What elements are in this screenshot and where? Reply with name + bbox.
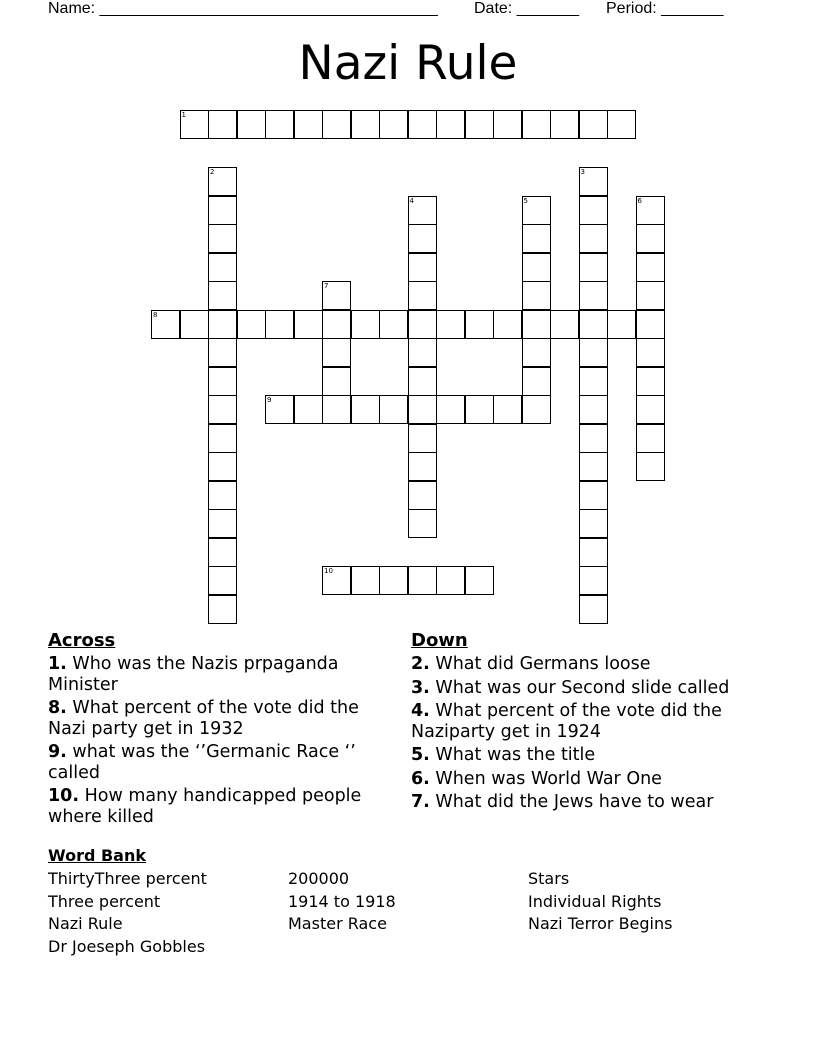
clue-number-label: 2 <box>210 168 215 176</box>
grid-cell[interactable] <box>636 338 665 367</box>
grid-cell[interactable] <box>636 395 665 424</box>
grid-cell[interactable] <box>436 566 465 595</box>
grid-cell[interactable] <box>408 424 437 453</box>
grid-cell[interactable] <box>522 224 551 253</box>
grid-cell[interactable] <box>208 196 237 225</box>
grid-cell[interactable] <box>636 196 665 225</box>
clue-number-label: 7 <box>324 282 329 290</box>
grid-cell[interactable] <box>579 481 608 510</box>
clue-number: 5. <box>411 745 430 765</box>
clue-text: What was the title <box>435 745 596 765</box>
grid-cell[interactable] <box>294 310 323 339</box>
clue-text: How many handicapped people where killed <box>48 786 362 827</box>
word-bank-item: ThirtyThree percent <box>48 869 207 888</box>
clue-number-label: 5 <box>523 196 528 205</box>
grid-cell[interactable] <box>351 110 380 139</box>
grid-cell[interactable] <box>550 110 579 139</box>
grid-cell[interactable] <box>607 110 636 139</box>
grid-cell[interactable] <box>408 452 437 481</box>
grid-cell[interactable] <box>522 395 551 424</box>
word-bank-item: Individual Rights <box>528 892 662 911</box>
clue-text: When was World War One <box>435 768 662 789</box>
grid-cell[interactable] <box>408 224 437 253</box>
clue-number-label: 1 <box>181 111 186 119</box>
grid-cell[interactable] <box>208 452 237 481</box>
word-bank-item: Dr Joeseph Gobbles <box>48 937 206 956</box>
grid-cell[interactable] <box>465 110 494 139</box>
grid-cell[interactable] <box>465 395 494 424</box>
grid-cell[interactable] <box>408 281 437 310</box>
grid-cell[interactable] <box>408 338 437 367</box>
grid-cell[interactable] <box>636 310 665 339</box>
down-heading: Down <box>411 630 468 651</box>
grid-cell[interactable] <box>408 310 437 339</box>
grid-cell[interactable] <box>351 395 380 424</box>
clue-number: 10. <box>48 786 80 806</box>
grid-cell[interactable] <box>208 509 237 538</box>
clue-text: What was our Second slide called <box>435 677 730 698</box>
grid-cell[interactable] <box>579 196 608 225</box>
grid-cell[interactable] <box>208 424 237 453</box>
clue-down-4 <box>411 701 771 742</box>
grid-cell[interactable] <box>379 310 408 339</box>
grid-cell[interactable] <box>294 110 323 139</box>
grid-cell[interactable] <box>237 310 266 339</box>
grid-cell[interactable] <box>408 395 437 424</box>
clue-text: what was the ‘’Germanic Race ‘’ called <box>48 742 356 783</box>
grid-cell[interactable] <box>579 395 608 424</box>
grid-cell[interactable] <box>408 509 437 538</box>
clue-down-7 <box>411 792 771 813</box>
grid-cell[interactable] <box>322 281 351 310</box>
clue-number-label: 8 <box>153 310 158 319</box>
clue-number-label: 4 <box>409 196 414 205</box>
grid-cell[interactable] <box>579 167 608 196</box>
grid-cell[interactable] <box>579 367 608 396</box>
clue-down-5 <box>411 745 771 766</box>
clue-down-2 <box>411 654 771 675</box>
grid-cell[interactable] <box>522 310 551 339</box>
grid-cell[interactable] <box>607 310 636 339</box>
grid-cell[interactable] <box>237 110 266 139</box>
grid-cell[interactable] <box>636 452 665 481</box>
grid-cell[interactable] <box>322 367 351 396</box>
page-title: Nazi Rule <box>298 36 518 91</box>
grid-cell[interactable] <box>465 566 494 595</box>
grid-cell[interactable] <box>408 481 437 510</box>
word-bank-heading: Word Bank <box>48 846 147 865</box>
grid-cell[interactable] <box>522 338 551 367</box>
grid-cell[interactable] <box>208 281 237 310</box>
grid-cell[interactable] <box>493 310 522 339</box>
grid-cell[interactable] <box>208 395 237 424</box>
grid-cell[interactable] <box>351 566 380 595</box>
grid-cell[interactable] <box>379 566 408 595</box>
grid-cell[interactable] <box>579 253 608 282</box>
grid-cell[interactable] <box>379 395 408 424</box>
student-info-header <box>48 0 768 20</box>
clue-number: 4. <box>411 701 430 721</box>
grid-cell[interactable] <box>522 196 551 225</box>
word-bank-item: Nazi Rule <box>48 914 123 933</box>
clue-across-9 <box>48 742 393 783</box>
grid-cell[interactable] <box>579 110 608 139</box>
grid-cell[interactable] <box>522 253 551 282</box>
clue-number: 3. <box>411 677 430 698</box>
grid-cell[interactable] <box>322 395 351 424</box>
grid-cell[interactable] <box>208 566 237 595</box>
grid-cell[interactable] <box>579 452 608 481</box>
grid-cell[interactable] <box>408 110 437 139</box>
grid-cell[interactable] <box>550 310 579 339</box>
grid-cell[interactable] <box>408 566 437 595</box>
grid-cell[interactable] <box>208 110 237 139</box>
grid-cell[interactable] <box>408 196 437 225</box>
word-bank-item: 1914 to 1918 <box>288 892 396 911</box>
grid-cell[interactable] <box>208 253 237 282</box>
grid-cell[interactable] <box>294 395 323 424</box>
grid-cell[interactable] <box>579 424 608 453</box>
clue-number: 6. <box>411 768 430 789</box>
grid-cell[interactable] <box>579 310 608 339</box>
grid-cell[interactable] <box>265 395 294 424</box>
grid-cell[interactable] <box>579 509 608 538</box>
grid-cell[interactable] <box>436 110 465 139</box>
clue-across-1 <box>48 654 393 695</box>
clue-number: 1. <box>48 654 67 674</box>
clue-across-8 <box>48 698 393 739</box>
clue-text: What did Germans loose <box>435 654 651 674</box>
clue-number: 7. <box>411 792 430 812</box>
grid-cell[interactable] <box>579 595 608 624</box>
grid-cell[interactable] <box>436 395 465 424</box>
grid-cell[interactable] <box>322 338 351 367</box>
clue-down-3 <box>411 678 771 699</box>
grid-cell[interactable] <box>636 253 665 282</box>
grid-cell[interactable] <box>208 595 237 624</box>
across-heading: Across <box>48 630 116 651</box>
word-bank-item: Nazi Terror Begins <box>528 914 673 933</box>
grid-cell[interactable] <box>208 310 237 339</box>
grid-cell[interactable] <box>208 338 237 367</box>
clue-number-label: 6 <box>637 196 642 205</box>
clue-number-label: 9 <box>267 396 272 404</box>
grid-cell[interactable] <box>579 281 608 310</box>
grid-cell[interactable] <box>522 367 551 396</box>
grid-cell[interactable] <box>322 110 351 139</box>
grid-cell[interactable] <box>465 310 494 339</box>
grid-cell[interactable] <box>436 310 465 339</box>
clue-number-label: 3 <box>580 168 585 176</box>
word-bank-item: Stars <box>528 869 570 888</box>
grid-cell[interactable] <box>180 110 209 139</box>
grid-cell[interactable] <box>493 110 522 139</box>
grid-cell[interactable] <box>208 481 237 510</box>
clue-number: 2. <box>411 654 430 674</box>
grid-cell[interactable] <box>322 566 351 595</box>
grid-cell[interactable] <box>322 310 351 339</box>
clue-text: What percent of the vote did the Naziparty get in 1924 <box>411 701 722 742</box>
word-bank-item: Master Race <box>288 914 387 933</box>
clue-down-6 <box>411 769 771 790</box>
clue-text: Who was the Nazis prpaganda Minister <box>48 654 339 695</box>
grid-cell[interactable] <box>151 310 180 339</box>
name-field[interactable]: Name: ______________________________________ <box>48 0 438 17</box>
down-clues <box>411 630 771 816</box>
grid-cell[interactable] <box>180 310 209 339</box>
clue-text: What did the Jews have to wear <box>435 792 714 812</box>
clue-text: What percent of the vote did the Nazi party get in 1932 <box>48 698 359 739</box>
grid-cell[interactable] <box>208 367 237 396</box>
period-field[interactable]: Period: _______ <box>606 0 724 17</box>
grid-cell[interactable] <box>408 253 437 282</box>
grid-cell[interactable] <box>351 310 380 339</box>
across-clues <box>48 630 393 830</box>
date-field[interactable]: Date: _______ <box>474 0 579 17</box>
grid-cell[interactable] <box>636 281 665 310</box>
clue-number: 9. <box>48 742 67 762</box>
grid-cell[interactable] <box>265 110 294 139</box>
grid-cell[interactable] <box>579 538 608 567</box>
clue-across-10 <box>48 786 393 827</box>
grid-cell[interactable] <box>493 395 522 424</box>
grid-cell[interactable] <box>579 566 608 595</box>
grid-cell[interactable] <box>522 281 551 310</box>
word-bank-item: 200000 <box>288 869 350 888</box>
word-bank-item: Three percent <box>48 892 161 911</box>
grid-cell[interactable] <box>265 310 294 339</box>
grid-cell[interactable] <box>579 338 608 367</box>
grid-cell[interactable] <box>208 224 237 253</box>
grid-cell[interactable] <box>379 110 408 139</box>
grid-cell[interactable] <box>636 424 665 453</box>
clue-number-label: 10 <box>324 567 333 575</box>
grid-cell[interactable] <box>636 224 665 253</box>
grid-cell[interactable] <box>408 367 437 396</box>
grid-cell[interactable] <box>208 167 237 196</box>
grid-cell[interactable] <box>208 538 237 567</box>
grid-cell[interactable] <box>636 367 665 396</box>
grid-cell[interactable] <box>522 110 551 139</box>
clue-number: 8. <box>48 698 67 718</box>
grid-cell[interactable] <box>579 224 608 253</box>
